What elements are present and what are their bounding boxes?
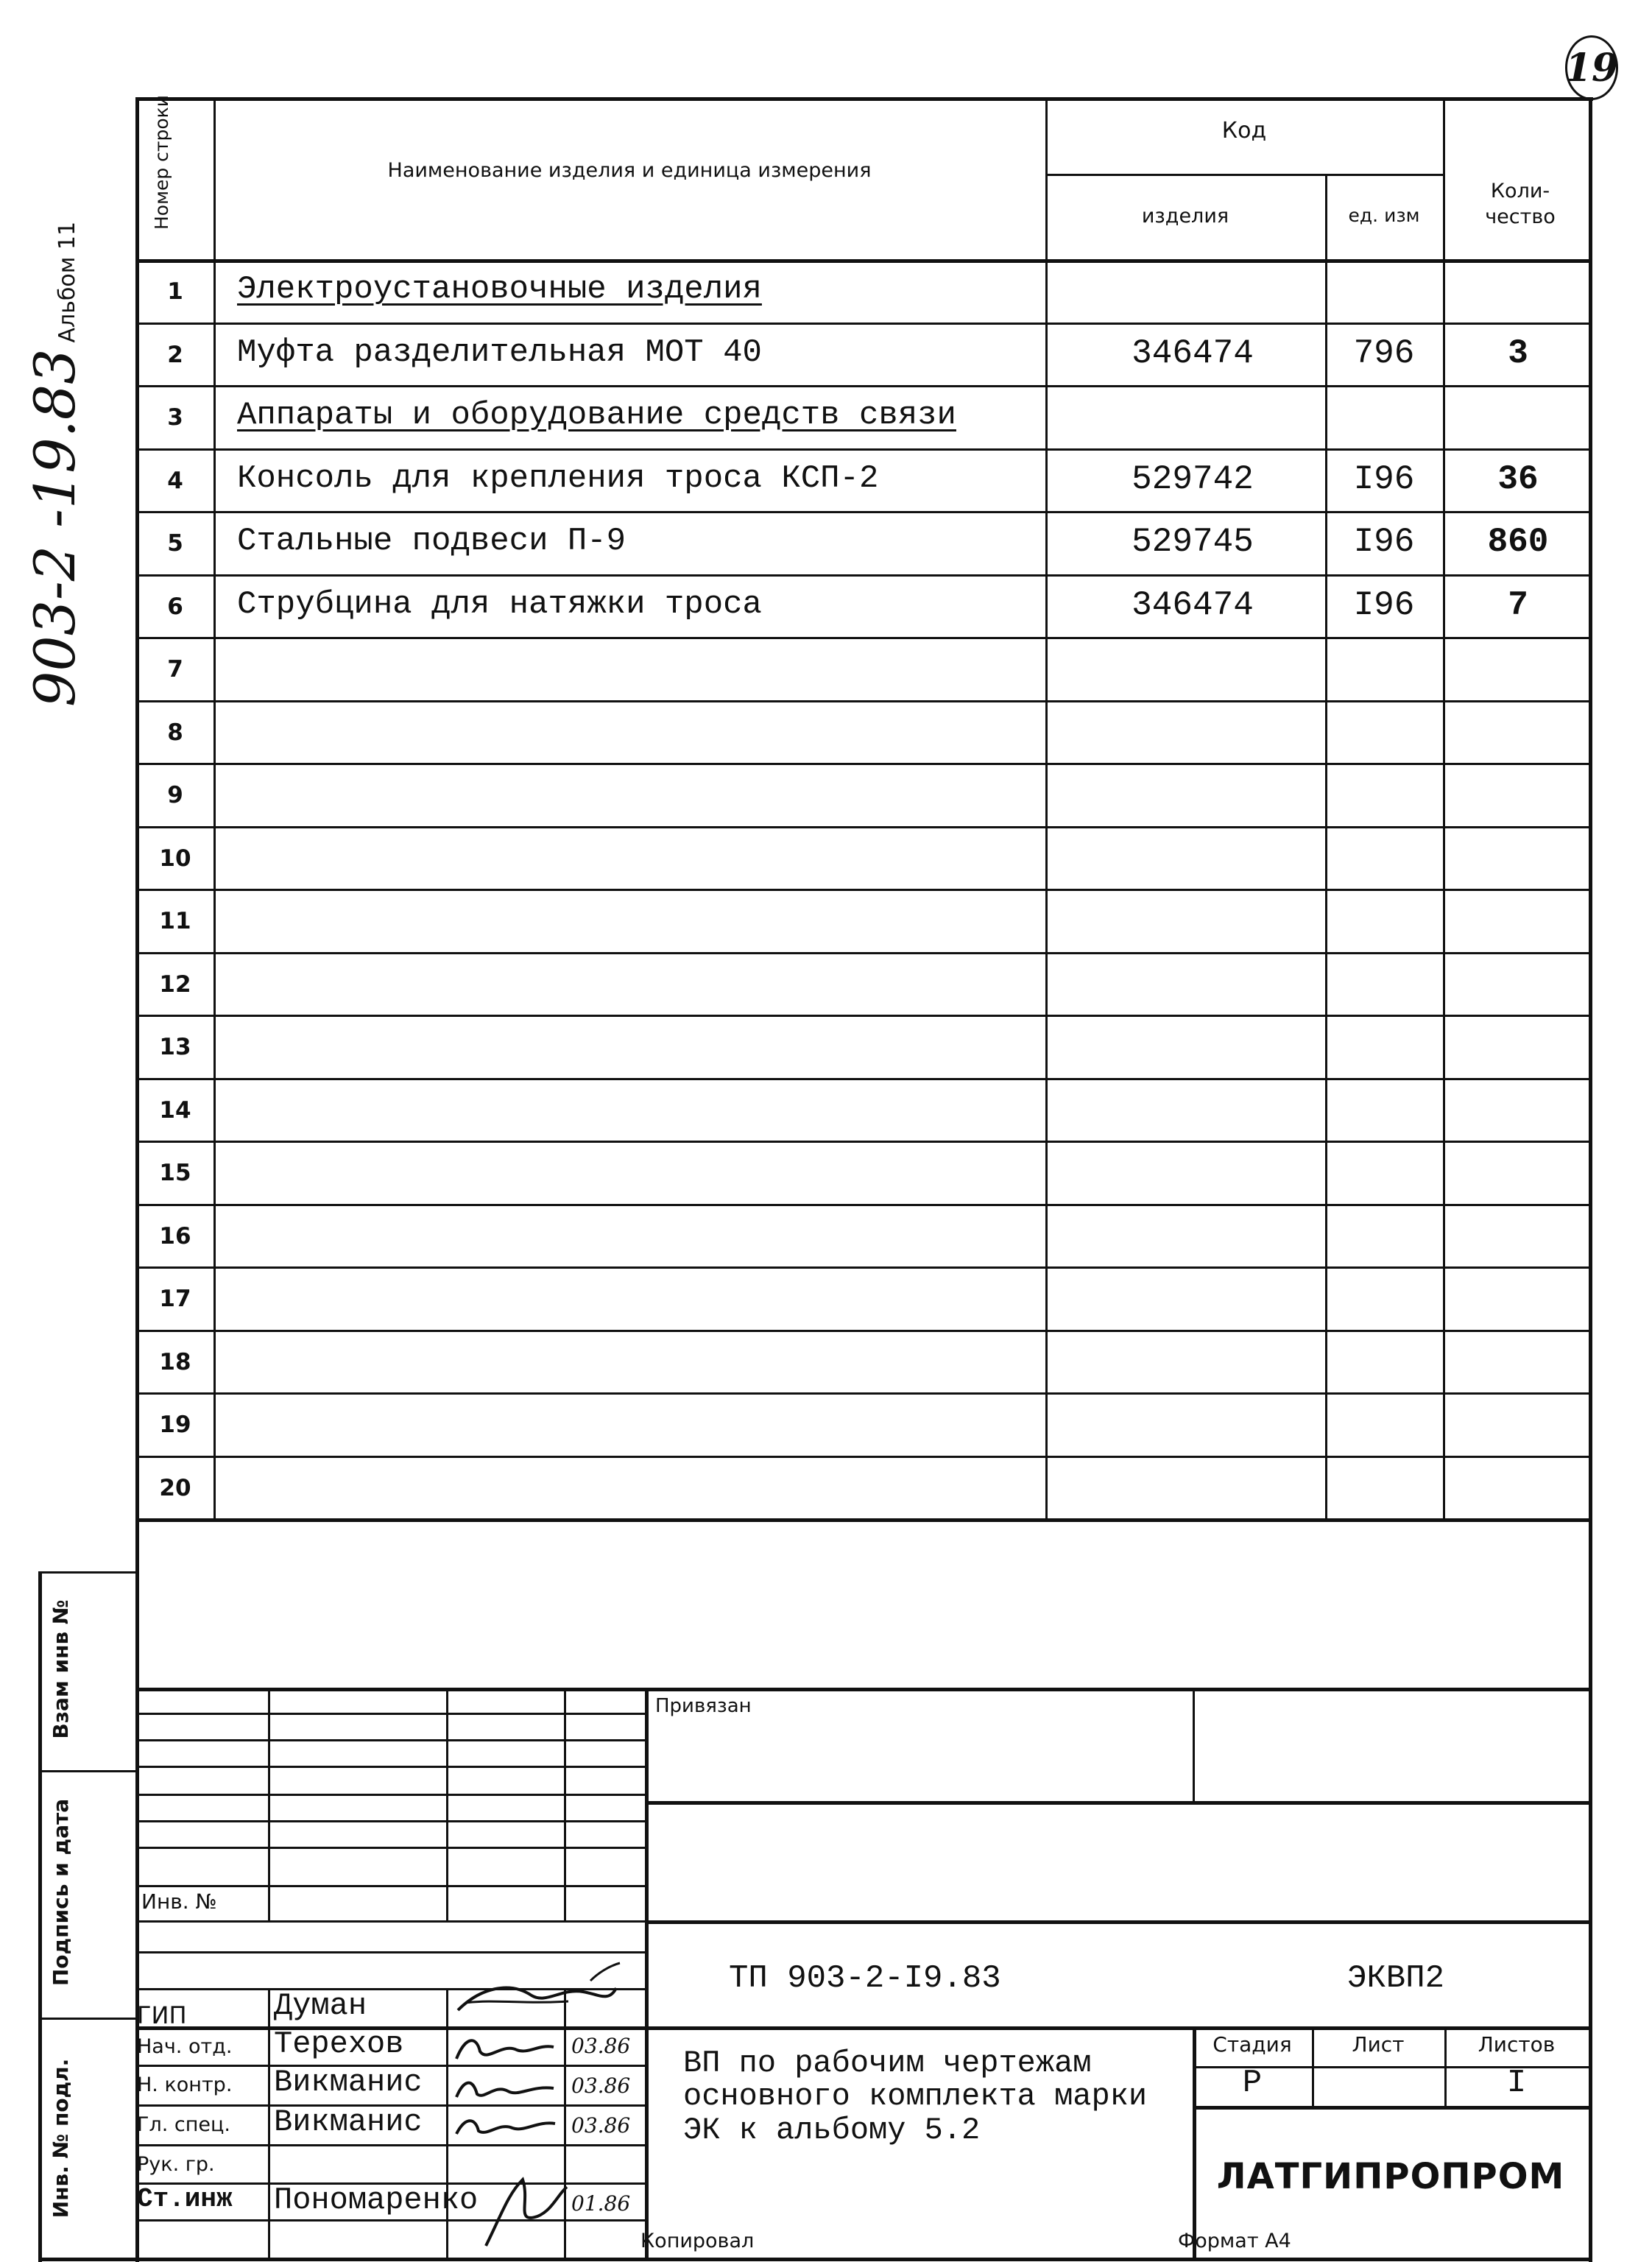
header-code-unit: ед. изм [1348, 205, 1420, 226]
footer-copied: Копировал [640, 2230, 755, 2252]
row-number: 1 [167, 278, 183, 305]
side-document-code: 903-2 -19.83Альбом 11 [22, 221, 88, 707]
date-nach-otd: 03.86 [571, 2034, 631, 2058]
side-podpis-data: Подпись и дата [49, 1798, 73, 1987]
row-number: 9 [167, 782, 183, 808]
row-item-code: 346474 [1132, 585, 1254, 624]
side-inv-podl: Инв. № подл. [49, 2058, 73, 2219]
row-number: 7 [167, 656, 183, 683]
row-number: 16 [159, 1222, 191, 1250]
row-number: 5 [167, 530, 183, 557]
signature-gl-spec [451, 2107, 561, 2144]
organization-name: ЛАТГИПРОПРОМ [1216, 2156, 1565, 2197]
row-item-name: Консоль для крепления троса КСП-2 [237, 459, 879, 497]
row-number: 3 [167, 404, 183, 431]
row-number: 12 [159, 970, 191, 998]
sheet-label: Лист [1352, 2032, 1405, 2057]
row-number: 18 [159, 1348, 191, 1375]
document-mark: ЭКВП2 [1347, 1960, 1445, 1997]
row-number: 13 [159, 1034, 191, 1060]
role-ruk-gr: Рук. гр. [137, 2153, 215, 2176]
row-number: 17 [159, 1286, 191, 1312]
date-n-kontr: 03.86 [571, 2074, 631, 2098]
person-gip: Думан [274, 1988, 367, 2023]
header-quantity: Коли-чество [1485, 180, 1556, 229]
row-number: 4 [167, 467, 183, 494]
inv-no-label: Инв. № [141, 1889, 217, 1914]
sheet-number: 19 [1565, 35, 1618, 100]
privyazan-label: Привязан [655, 1695, 752, 1717]
header-row-number: Номер строки [151, 95, 172, 230]
sheets-label: Листов [1478, 2032, 1556, 2057]
row-item-name: Струбцина для натяжки троса [237, 585, 762, 623]
row-number: 19 [159, 1412, 191, 1438]
row-number: 20 [159, 1474, 191, 1501]
row-unit-code: I96 [1353, 459, 1415, 498]
row-item-code: 529745 [1132, 523, 1254, 561]
row-item-name: Муфта разделительная МОТ 40 [237, 334, 762, 371]
role-gip: ГИП [137, 2001, 187, 2029]
header-code: Код [1221, 118, 1267, 144]
person-n-kontr: Викманис [274, 2065, 423, 2100]
role-gl-spec: Гл. спец. [137, 2113, 230, 2136]
row-item-code: 346474 [1132, 334, 1254, 373]
row-quantity: 860 [1487, 523, 1549, 561]
person-gl-spec: Викманис [274, 2104, 423, 2140]
signature-gip [451, 1959, 627, 2025]
row-number: 10 [159, 845, 191, 872]
row-number: 11 [159, 908, 191, 934]
footer-format: Формат А4 [1178, 2230, 1291, 2252]
row-number: 8 [167, 719, 183, 746]
row-number: 15 [159, 1160, 191, 1186]
row-number: 2 [167, 341, 183, 368]
row-number: 14 [159, 1096, 191, 1124]
row-item-name: Аппараты и оборудование средств связи [237, 397, 956, 434]
row-quantity: 36 [1497, 459, 1539, 498]
album-label: Альбом 11 [54, 221, 80, 343]
stage-value: Р [1242, 2065, 1263, 2101]
person-st-inzh: Пономаренко [274, 2182, 479, 2218]
sheets-value: I [1506, 2065, 1527, 2101]
stage-label: Стадия [1212, 2032, 1292, 2057]
row-number: 6 [167, 593, 183, 620]
document-number: ТП 903-2-I9.83 [729, 1960, 1001, 1997]
role-nach-otd: Нач. отд. [137, 2035, 233, 2058]
row-unit-code: 796 [1353, 334, 1415, 373]
side-vzam-inv: Взам инв № [49, 1599, 73, 1739]
header-code-item: изделия [1141, 205, 1229, 228]
signature-nach-otd [451, 2029, 561, 2066]
role-n-kontr: Н. контр. [137, 2074, 233, 2096]
row-quantity: 7 [1508, 585, 1528, 624]
signature-n-kontr [451, 2069, 561, 2106]
person-nach-otd: Терехов [274, 2026, 404, 2062]
row-item-code: 529742 [1132, 459, 1254, 498]
row-unit-code: I96 [1353, 585, 1415, 624]
row-item-name: Электроустановочные изделия [237, 271, 762, 308]
header-name: Наименование изделия и единица измерения [387, 159, 872, 182]
role-st-inzh: Ст.инж [137, 2184, 233, 2214]
document-title: ВП по рабочим чертежам основного комплекта марки ЭК к альбому 5.2 [683, 2046, 1148, 2148]
signature-st-inzh [471, 2172, 582, 2253]
row-item-name: Стальные подвеси П-9 [237, 523, 626, 560]
date-gl-spec: 03.86 [571, 2113, 631, 2138]
row-quantity: 3 [1508, 334, 1528, 373]
date-st-inzh: 01.86 [571, 2191, 631, 2216]
row-unit-code: I96 [1353, 523, 1415, 561]
